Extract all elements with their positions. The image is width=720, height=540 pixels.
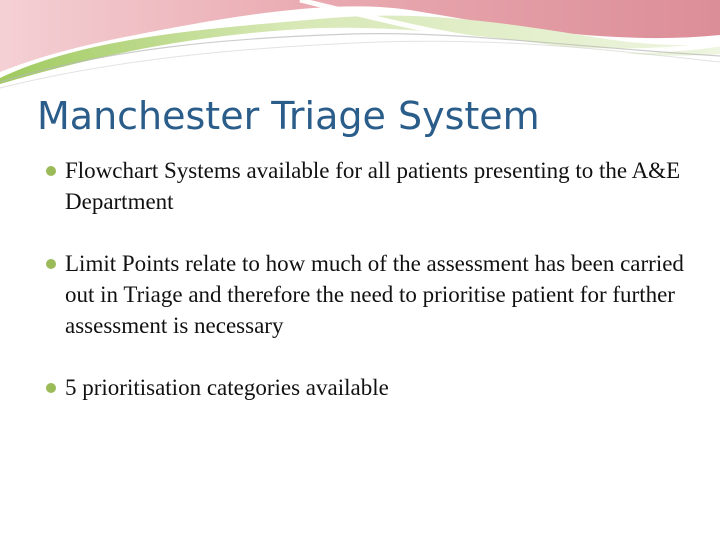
bullet-item — [46, 155, 686, 217]
bullet-dot-icon — [46, 383, 56, 393]
bullet-item — [46, 248, 686, 341]
bullet-item — [46, 372, 686, 403]
bullet-text: Flowchart Systems available for all patients presenting to the A&E Department — [65, 158, 681, 214]
bullet-text: 5 prioritisation categories available — [65, 375, 389, 400]
header-swoosh-decoration — [0, 0, 720, 90]
slide-title: Manchester Triage System — [37, 94, 540, 138]
bullet-dot-icon — [46, 259, 56, 269]
bullet-text: Limit Points relate to how much of the assessment has been carried out in Triage and therefore the need to prioritise patient for further assessment is necessary — [65, 251, 684, 338]
bullet-list — [46, 155, 686, 403]
bullet-dot-icon — [46, 166, 56, 176]
